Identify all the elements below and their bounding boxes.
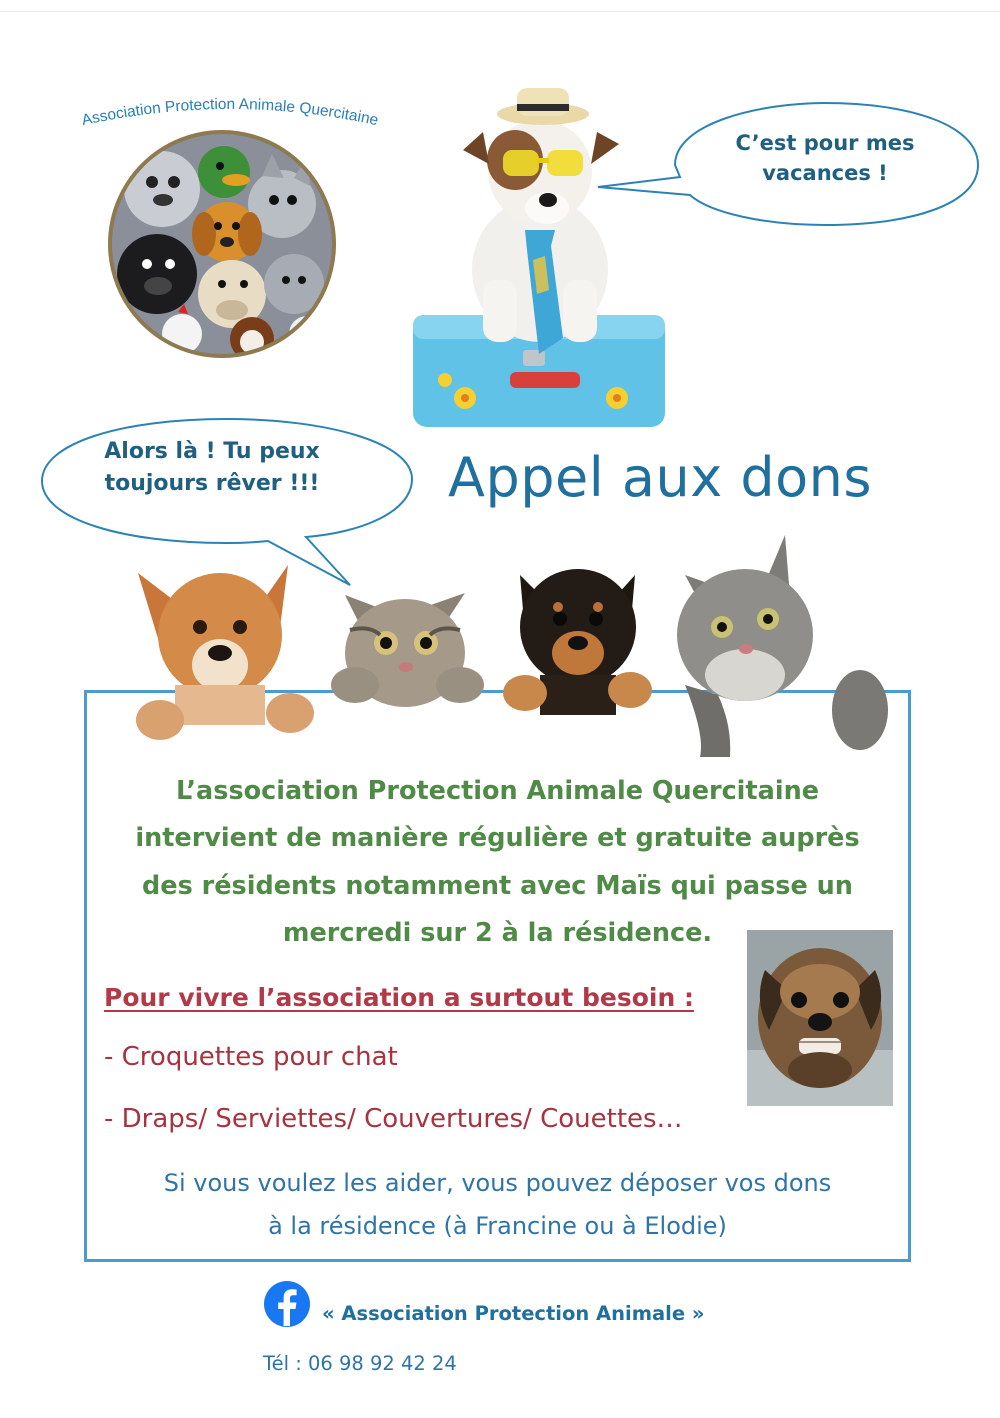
intro-line-3: des résidents notamment avec Maïs qui passe un bbox=[142, 870, 853, 901]
bubble-top-line-1: C’est pour mes bbox=[735, 131, 915, 155]
bubble-left-line-1: Alors là ! Tu peux bbox=[104, 439, 320, 464]
mais-dog-photo bbox=[747, 930, 893, 1106]
intro-line-1: L’association Protection Animale Quercitaine bbox=[175, 776, 820, 806]
bubble-left-line-2: toujours rêver !!! bbox=[104, 470, 320, 496]
help-line-1: Si vous voulez les aider, vous pouvez déposer vos dons bbox=[163, 1169, 832, 1197]
facebook-page-name: « Association Protection Animale » bbox=[322, 1302, 705, 1325]
intro-line-2: intervient de manière régulière et gratuite auprès bbox=[135, 823, 860, 854]
need-item-linens: - Draps/ Serviettes/ Couvertures/ Couettes… bbox=[104, 1104, 683, 1134]
speech-bubble-top-text bbox=[700, 128, 950, 189]
intro-line-4: mercredi sur 2 à la résidence. bbox=[282, 918, 713, 949]
help-line-2: à la résidence (à Francine ou à Elodie) bbox=[268, 1212, 727, 1241]
speech-bubble-left-text bbox=[62, 436, 362, 500]
donation-instructions bbox=[100, 1162, 895, 1248]
pets-peeking-image bbox=[120, 535, 920, 760]
needs-heading: Pour vivre l’association a surtout besoin : bbox=[104, 983, 694, 1012]
page-title: Appel aux dons bbox=[448, 446, 872, 509]
svg-text:Association Protection Animale: Association Protection Animale Quercitaine bbox=[80, 95, 380, 130]
top-border-line bbox=[0, 11, 1000, 12]
bubble-top-line-2: vacances ! bbox=[762, 161, 888, 186]
association-logo bbox=[40, 88, 420, 363]
phone-number: Tél : 06 98 92 42 24 bbox=[263, 1352, 457, 1375]
logo-animal-illustration bbox=[108, 130, 336, 358]
need-item-cat-food: - Croquettes pour chat bbox=[104, 1042, 398, 1072]
facebook-icon bbox=[263, 1280, 311, 1328]
